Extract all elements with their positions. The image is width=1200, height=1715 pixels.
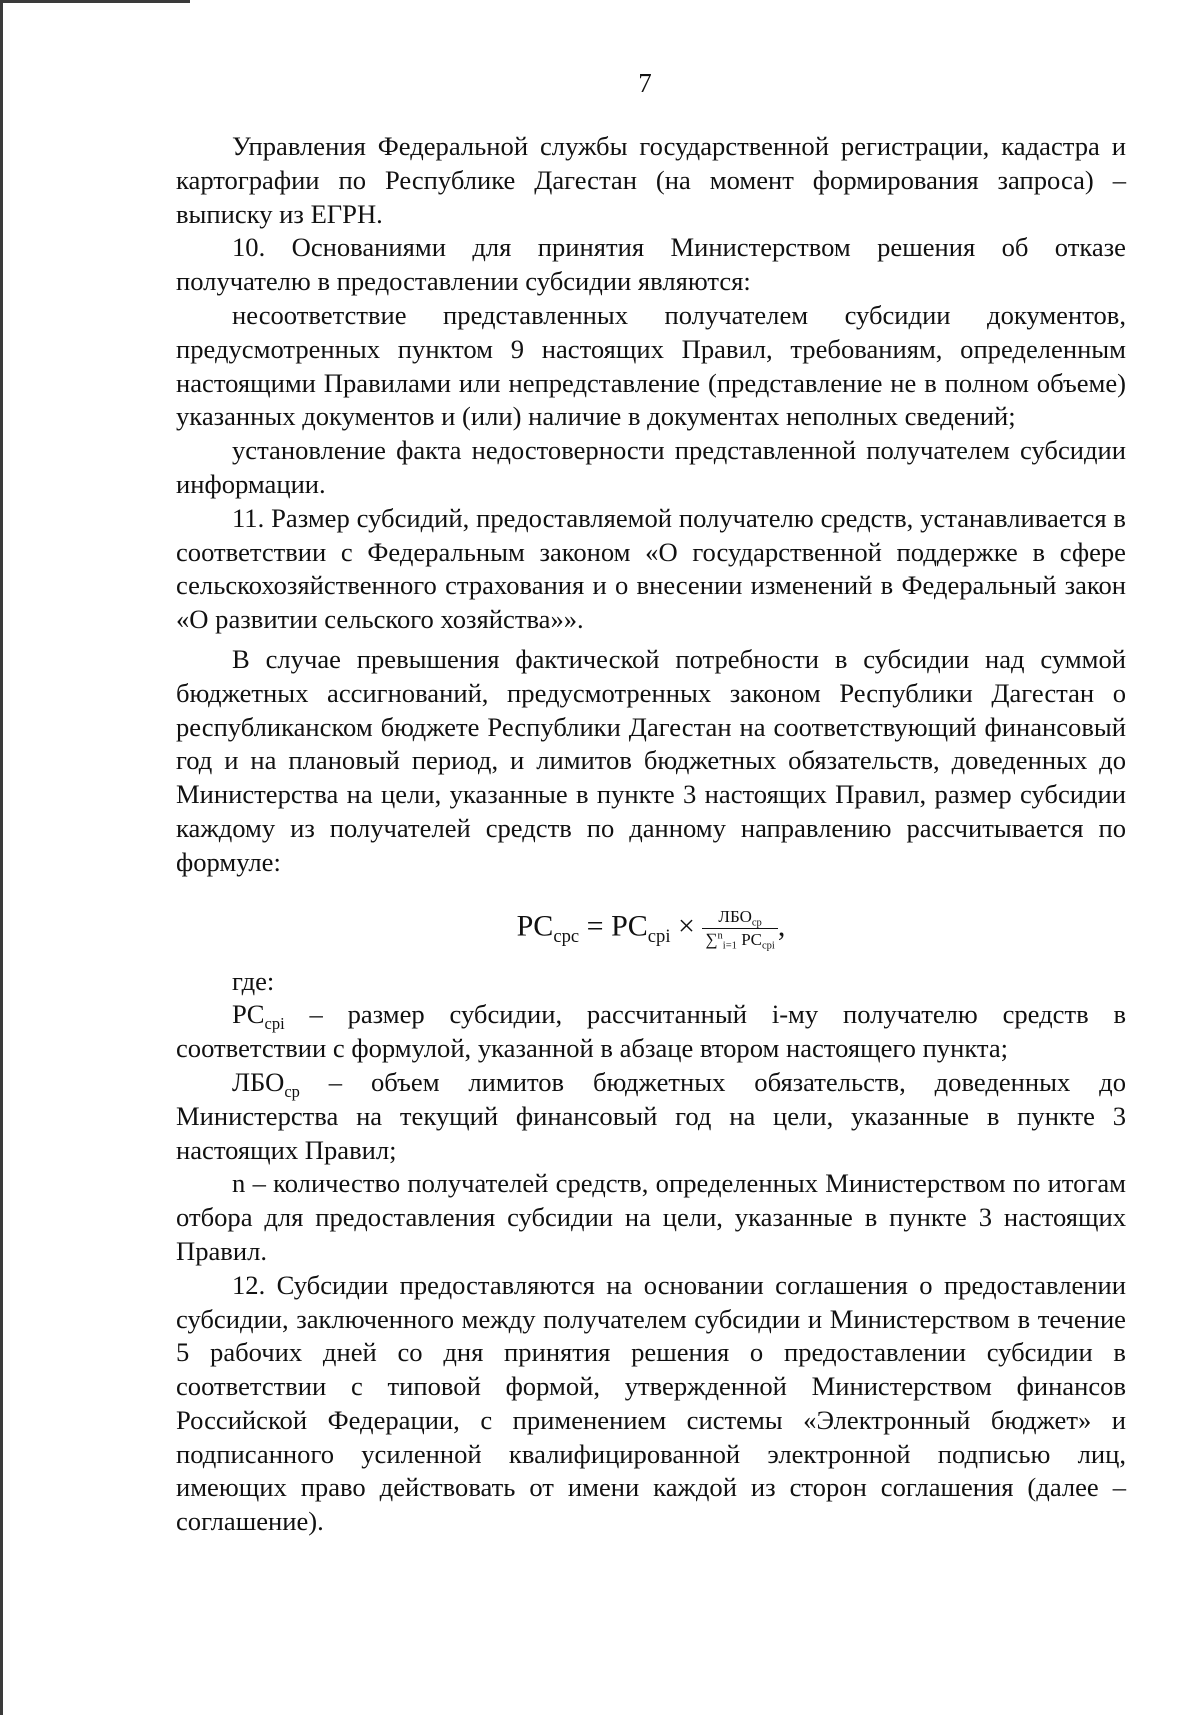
paragraph-11-exceed: В случае превышения фактической потребности в субсидии над суммой бюджетных ассигнований, предусмотренных законом Республики Дагестан о республиканском бюджете Республики Дагестан на соответствующий финансовый год и на плановый период, и лимитов бюджетных обязательств, доведенных до Министерства на цели, указанные в пункте 3 настоящих Правил, размер субсидии каждому из получателей средств по данному направлению рассчитывается по формуле:: [176, 643, 1126, 877]
document-body: [176, 130, 1126, 1539]
formula-fraction: [702, 906, 777, 951]
formula-den-term-sub: cpi: [761, 940, 775, 952]
scan-edge-left: [0, 0, 3, 1715]
paragraph-10-item-a: несоответствие представленных получателем субсидии документов, предусмотренных пунктом 9 настоящих Правил, требованиям, определенным настоящими Правилами или непредставление (представление не в полном объеме) указанных документов и (или) наличие в документах неполных сведений;: [176, 299, 1126, 432]
formula-denominator: [702, 929, 777, 951]
scan-edge-top: [0, 0, 190, 3]
formula-lhs: PC: [516, 908, 554, 942]
formula-sigma-sup: n: [717, 929, 723, 941]
formula-sigma: ∑: [705, 929, 718, 949]
page-number: 7: [638, 68, 652, 98]
definition-n: n – количество получателей средств, определенных Министерством по итогам отбора для предоставления субсидии на цели, указанные в пункте 3 настоящих Правил.: [176, 1168, 1126, 1266]
formula-eq: =: [579, 908, 612, 942]
def1-symbol-sub: cpi: [264, 1014, 285, 1034]
formula-den-term: PC: [736, 929, 762, 949]
definition-pc-cpi: [176, 998, 1126, 1066]
formula-term: PC: [611, 908, 648, 942]
def1-text: – размер субсидии, рассчитанный i-му получателю средств в соответствии с формулой, указанной в абзаце втором настоящего пункта;: [176, 999, 1126, 1064]
def1-symbol: PC: [232, 999, 265, 1030]
where-label: где:: [232, 965, 275, 996]
def2-text: – объем лимитов бюджетных обязательств, доведенных до Министерства на текущий финансовый год на цели, указанные в пункте 3 настоящих Правил;: [176, 1066, 1126, 1165]
paragraph-10: 10. Основаниями для принятия Министерством решения об отказе получателю в предоставлении субсидии являются:: [176, 232, 1126, 297]
def2-symbol: ЛБО: [232, 1066, 285, 1097]
def2-symbol-sub: cp: [284, 1081, 300, 1101]
paragraph-12: 12. Субсидии предоставляются на основании соглашения о предоставлении субсидии, заключенного между получателем субсидии и Министерством в течение 5 рабочих дней со дня принятия решения о предоставлении субсидии в соответствии с типовой формой, утвержденной Министерством финансов Российской Федерации, с применением системы «Электронный бюджет» и подписанного усиленной квалифицированной электронной подписью лиц, имеющих право действовать от имени каждой из сторон соглашения (далее – соглашение).: [176, 1269, 1126, 1537]
formula-tail: ,: [777, 908, 786, 942]
definition-lbo-cp: [176, 1066, 1126, 1167]
formula-sigma-sub: i=1: [722, 940, 737, 952]
paragraph-10-item-b: установление факта недостоверности представленной получателем субсидии информации.: [176, 435, 1126, 499]
paragraph-continuation: Управления Федеральной службы государственной регистрации, кадастра и картографии по Республике Дагестан (на момент формирования запроса) – выписку из ЕГРН.: [176, 131, 1126, 229]
subsidy-formula: [176, 906, 1126, 951]
formula-num-sub: cp: [751, 917, 762, 929]
paragraph-11: 11. Размер субсидий, предоставляемой получателю средств, устанавливается в соответствии с Федеральным законом «О государственной поддержке в сфере сельскохозяйственного страхования и о внесении изменений в Федеральный закон «О развитии сельского хозяйства»».: [176, 502, 1126, 635]
formula-times: ×: [670, 908, 703, 942]
formula-numerator: [702, 906, 777, 929]
formula-lhs-sub: cpc: [553, 925, 580, 947]
formula-term-sub: cpi: [647, 925, 671, 947]
formula-num-text: ЛБО: [718, 906, 752, 926]
